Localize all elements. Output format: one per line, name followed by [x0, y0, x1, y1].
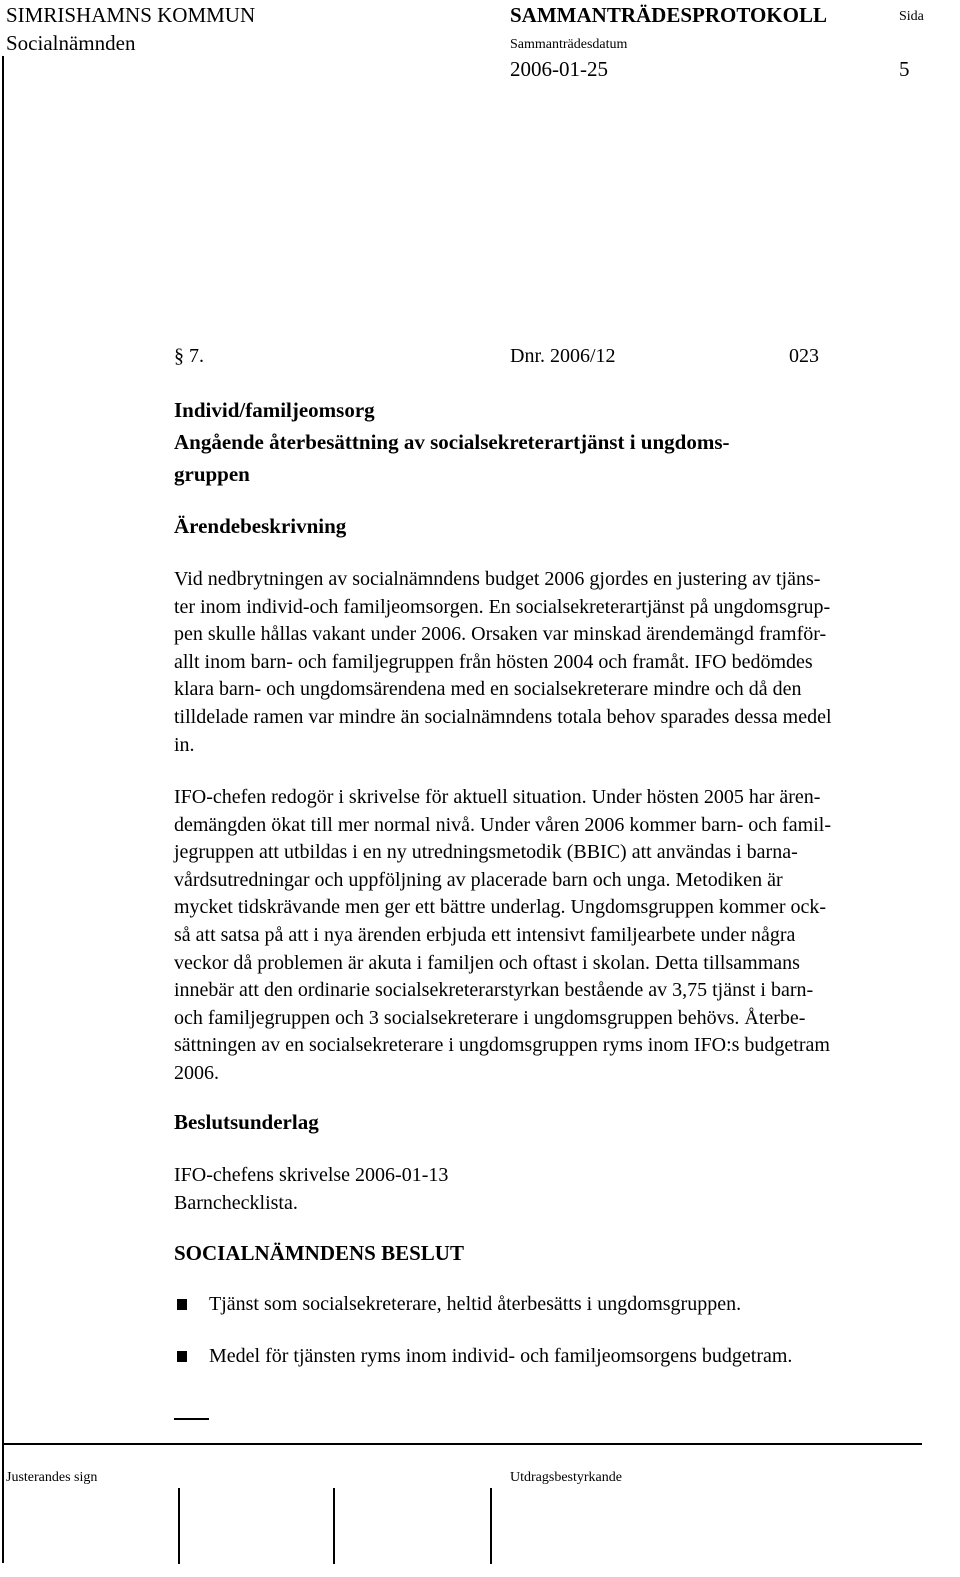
- left-margin-rule: [2, 56, 4, 1444]
- text-line: pen skulle hållas vakant under 2006. Orsaken var minskad ärendemängd framför-: [174, 623, 827, 646]
- description-paragraph-1: [174, 566, 956, 759]
- text-line: sättningen av en socialsekreterare i ungdomsgruppen ryms inom IFO:s budgetram: [174, 1034, 830, 1057]
- signature-box-divider: [333, 1488, 335, 1564]
- meeting-date: 2006-01-25: [510, 57, 608, 81]
- text-line: mycket tidskrävande men ger ett bättre underlag. Ungdomsgruppen kommer ock-: [174, 896, 827, 919]
- item-title-line1: Individ/familjeomsorg: [174, 398, 375, 422]
- committee-name: Socialnämnden: [6, 31, 136, 55]
- text-line: jegruppen att utbildas i en ny utredningsmetodik (BBIC) att användas i barna-: [174, 841, 798, 864]
- description-heading: Ärendebeskrivning: [174, 514, 347, 538]
- basis-item: Barnchecklista.: [174, 1191, 298, 1214]
- basis-list: [174, 1162, 956, 1217]
- decision-heading: SOCIALNÄMNDENS BESLUT: [174, 1241, 464, 1265]
- text-line: Vid nedbrytningen av socialnämndens budget 2006 gjordes en justering av tjäns-: [174, 568, 821, 590]
- text-line: demängden ökat till mer normal nivå. Under våren 2006 kommer barn- och famil-: [174, 813, 832, 836]
- text-line: in.: [174, 733, 195, 756]
- basis-item: IFO-chefens skrivelse 2006-01-13: [174, 1164, 449, 1186]
- text-line: vårdsutredningar och uppföljning av placerade barn och unga. Metodiken är: [174, 868, 783, 891]
- text-line: så att satsa på att i nya ärenden erbjuda ett intensivt familjearbete under några: [174, 923, 796, 946]
- page-number: 5: [899, 57, 910, 81]
- municipality-name: SIMRISHAMNS KOMMUN: [6, 3, 256, 27]
- text-line: IFO-chefen redogör i skrivelse för aktuell situation. Under hösten 2005 har ären-: [174, 786, 821, 808]
- item-title-line2: Angående återbesättning av socialsekreterartjänst i ungdoms-: [174, 430, 730, 454]
- date-label: Sammanträdesdatum: [510, 37, 628, 52]
- dnr-number: Dnr. 2006/12: [510, 345, 616, 367]
- text-line: allt inom barn- och familjegruppen från hösten 2004 och framåt. IFO bedömdes: [174, 650, 813, 673]
- signature-box-divider: [178, 1488, 180, 1564]
- text-line: innebär att den ordinarie socialsekreterarstyrkan bestående av 3,75 tjänst i barn-: [174, 979, 814, 1002]
- description-paragraph-2: [174, 784, 956, 1088]
- decision-bullet-1: Tjänst som socialsekreterare, heltid återbesätts i ungdomsgruppen.: [209, 1293, 742, 1315]
- bullet-square-icon: [177, 1299, 187, 1310]
- signer-label: Justerandes sign: [6, 1470, 98, 1485]
- footer-top-rule: [2, 1443, 922, 1445]
- text-line: 2006.: [174, 1061, 219, 1084]
- text-line: tilldelade ramen var mindre än socialnämndens totala behov sparades dessa medel: [174, 705, 832, 728]
- text-line: och familjegruppen och 3 socialsekreterare i ungdomsgruppen behövs. Återbe-: [174, 1006, 806, 1029]
- signature-box-divider: [490, 1488, 492, 1564]
- item-title-line3: gruppen: [174, 462, 250, 486]
- paragraph-number: § 7.: [174, 345, 204, 367]
- document-type: SAMMANTRÄDESPROTOKOLL: [510, 3, 827, 27]
- certify-label: Utdragsbestyrkande: [510, 1470, 622, 1485]
- footer-left-rule: [2, 1443, 4, 1563]
- text-line: ter inom individ-och familjeomsorgen. En socialsekreterartjänst på ungdomsgrup-: [174, 595, 831, 618]
- text-line: veckor då problemen är akuta i familjen och oftast i skolan. Detta tillsammans: [174, 951, 800, 974]
- basis-heading: Beslutsunderlag: [174, 1110, 319, 1134]
- decision-bullet-2: Medel för tjänsten ryms inom individ- och familjeomsorgens budgetram.: [209, 1345, 793, 1367]
- text-line: klara barn- och ungdomsärendena med en socialsekreterare mindre och då den: [174, 678, 802, 701]
- dnr-code: 023: [789, 345, 819, 367]
- page-label: Sida: [899, 9, 924, 24]
- bullet-square-icon: [177, 1351, 187, 1362]
- end-of-item-rule: [174, 1418, 209, 1420]
